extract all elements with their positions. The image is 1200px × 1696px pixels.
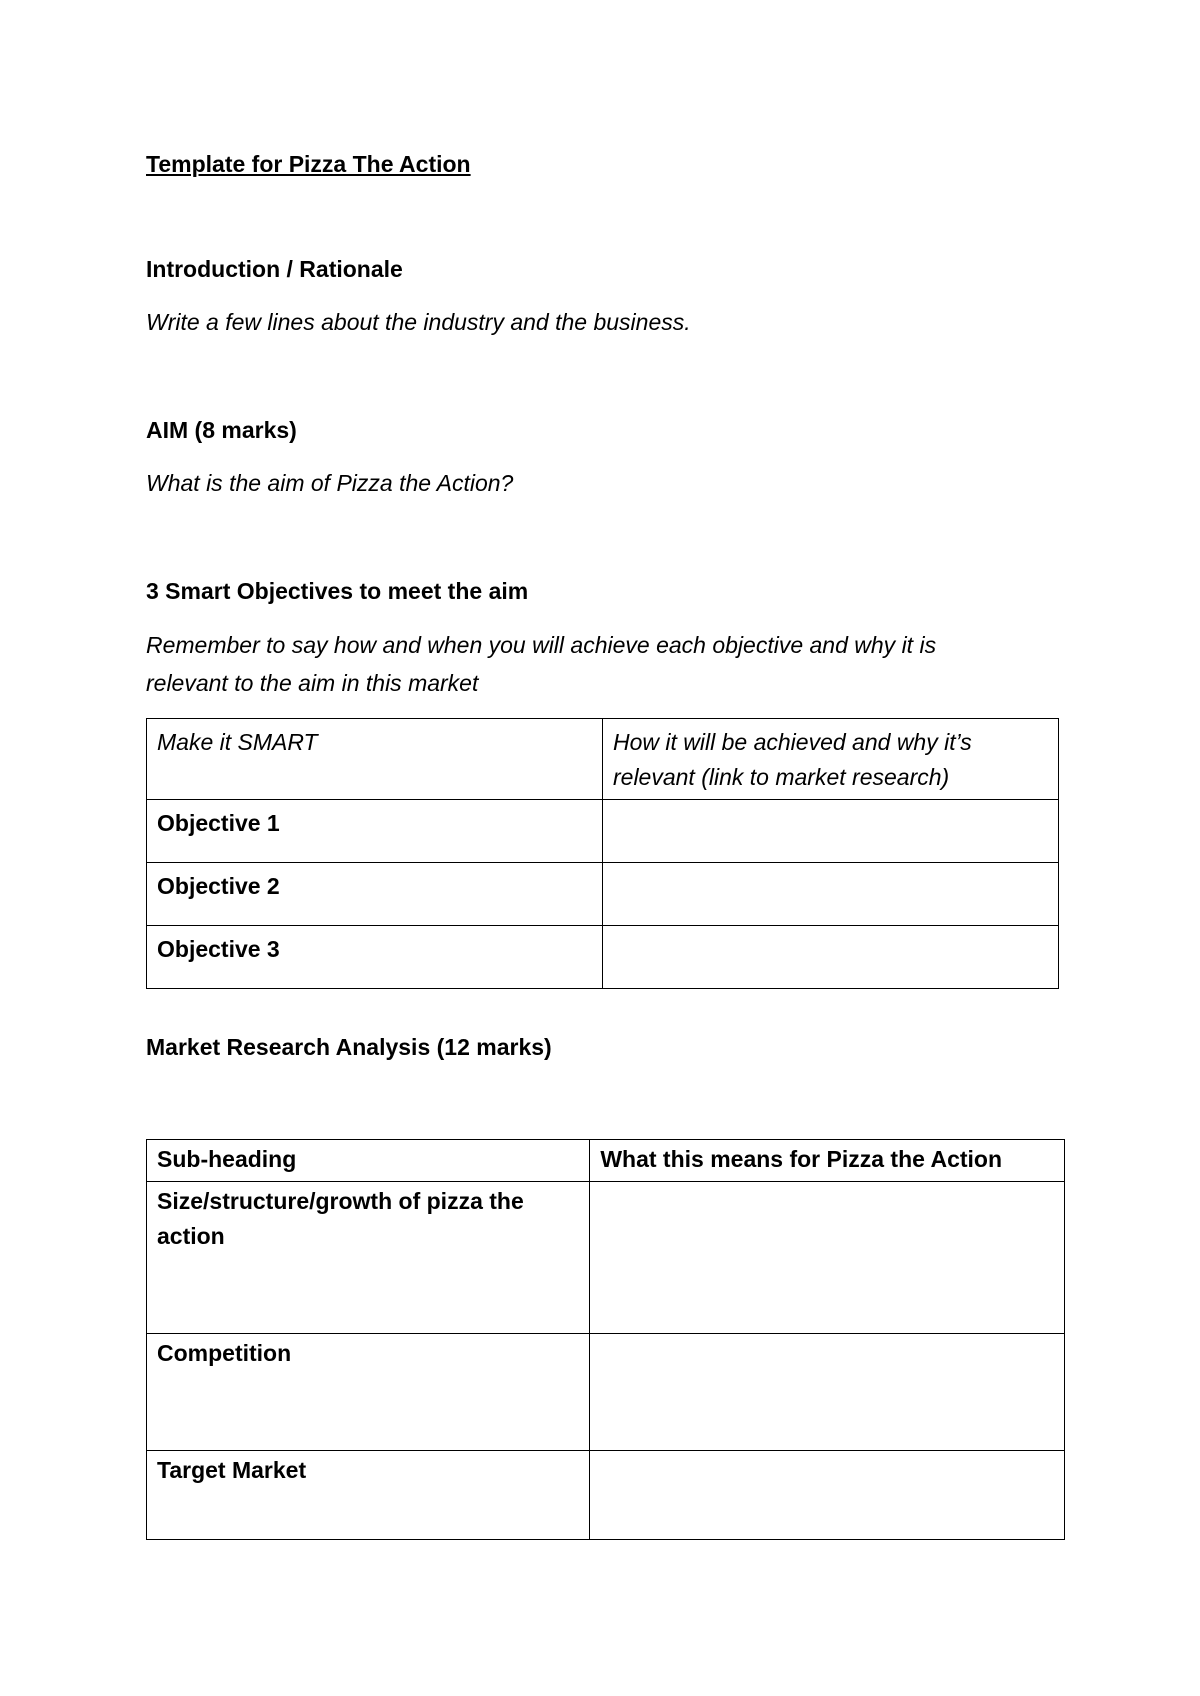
aim-prompt: What is the aim of Pizza the Action? xyxy=(146,470,514,496)
objectives-header-how: How it will be achieved and why it’s relevant (link to market research) xyxy=(603,719,1059,800)
table-row xyxy=(147,1182,1065,1334)
objectives-prompt-line2: relevant to the aim in this market xyxy=(146,670,479,696)
intro-heading: Introduction / Rationale xyxy=(146,256,403,282)
competition-cell[interactable] xyxy=(590,1334,1065,1451)
objectives-header-smart: Make it SMART xyxy=(147,719,603,800)
objective-2-cell[interactable] xyxy=(603,863,1059,926)
market-header-meaning: What this means for Pizza the Action xyxy=(590,1140,1065,1182)
target-market-cell[interactable] xyxy=(590,1451,1065,1540)
objectives-table xyxy=(146,718,1059,989)
market-research-header-row xyxy=(147,1140,1065,1182)
table-row xyxy=(147,863,1059,926)
market-research-table xyxy=(146,1139,1065,1540)
objectives-prompt-line1: Remember to say how and when you will achieve each objective and why it is xyxy=(146,632,937,658)
table-row xyxy=(147,1334,1065,1451)
objectives-table-header-row xyxy=(147,719,1059,800)
objective-2-label: Objective 2 xyxy=(147,863,603,926)
table-row xyxy=(147,926,1059,989)
competition-label: Competition xyxy=(147,1334,590,1451)
objective-1-label: Objective 1 xyxy=(147,800,603,863)
intro-prompt: Write a few lines about the industry and the business. xyxy=(146,309,691,335)
objectives-heading: 3 Smart Objectives to meet the aim xyxy=(146,578,529,604)
market-size-label: Size/structure/growth of pizza the action xyxy=(147,1182,590,1334)
table-row xyxy=(147,1451,1065,1540)
objective-1-cell[interactable] xyxy=(603,800,1059,863)
market-header-subheading: Sub-heading xyxy=(147,1140,590,1182)
table-row xyxy=(147,800,1059,863)
aim-heading: AIM (8 marks) xyxy=(146,417,297,443)
objective-3-label: Objective 3 xyxy=(147,926,603,989)
document-title: Template for Pizza The Action xyxy=(146,151,471,177)
market-research-heading: Market Research Analysis (12 marks) xyxy=(146,1034,552,1060)
target-market-label: Target Market xyxy=(147,1451,590,1540)
objective-3-cell[interactable] xyxy=(603,926,1059,989)
market-size-cell[interactable] xyxy=(590,1182,1065,1334)
